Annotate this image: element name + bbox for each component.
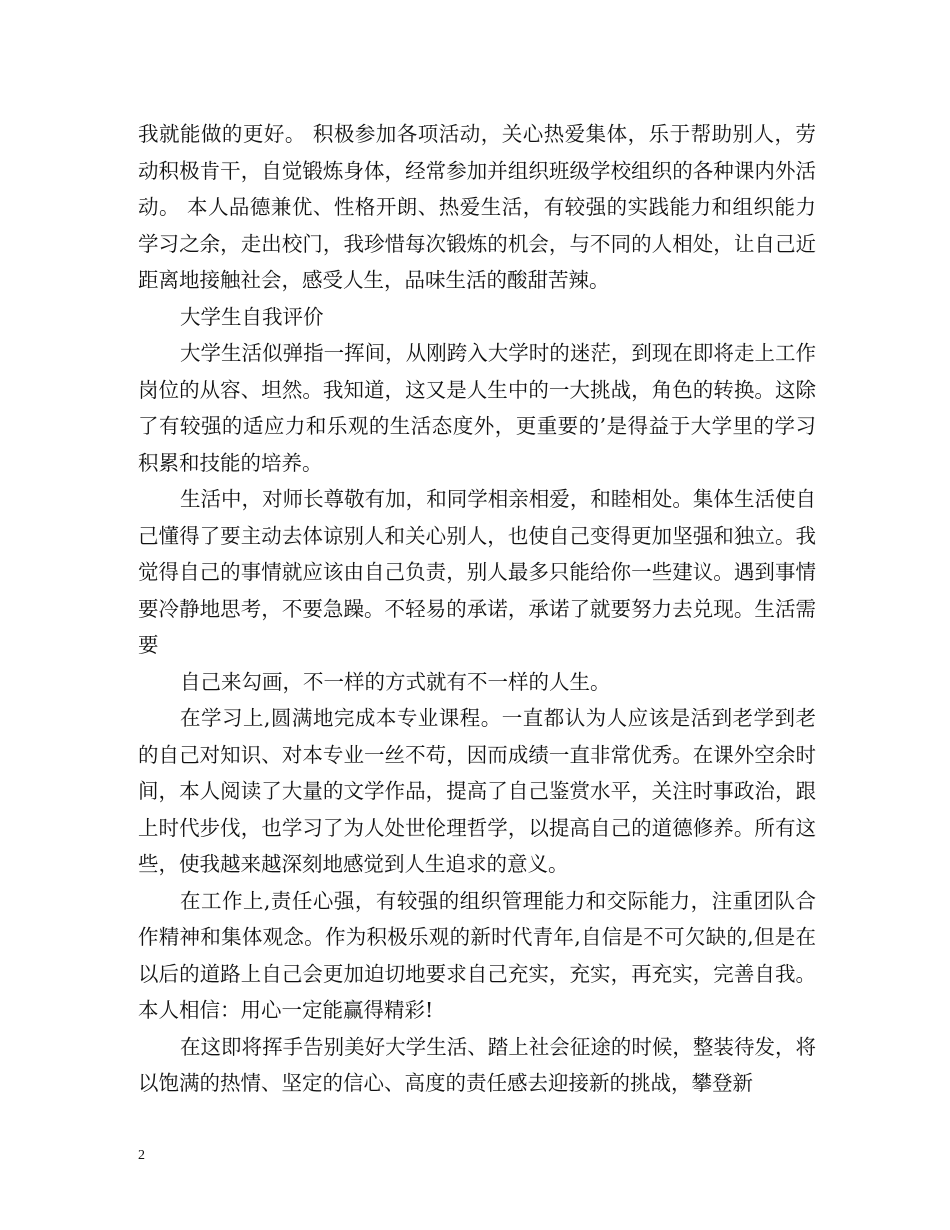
paragraph-3: 大学生活似弹指一挥间，从刚跨入大学时的迷茫，到现在即将走上工作岗位的从容、坦然。我知道，这又是人生中的一大挑战，角色的转换。这除了有较强的适应力和乐观的生活态度外，更重要的’是得益于大学里的学习积累和技能的培养。 <box>138 341 816 475</box>
paragraph-5: 自己来勾画，不一样的方式就有不一样的人生。 <box>180 669 611 694</box>
paragraph-7: 在工作上,责任心强，有较强的组织管理能力和交际能力，注重团队合作精神和集体观念。作为积极乐观的新时代青年,自信是不可欠缺的,但是在以后的道路上自己会更加迫切地要求自己充实，充实，再充实，完善自我。本人相信：用心一定能赢得精彩! <box>138 888 816 1022</box>
paragraph-8: 在这即将挥手告别美好大学生活、踏上社会征途的时候，整装待发，将以饱满的热情、坚定的信心、高度的责任感去迎接新的挑战，攀登新 <box>138 1034 816 1095</box>
section-heading: 大学生自我评价 <box>180 304 324 329</box>
paragraph-1: 我就能做的更好。 积极参加各项活动，关心热爱集体，乐于帮助别人，劳动积极肯干，自觉锻炼身体，经常参加并组织班级学校组织的各种课内外活动。 本人品德兼优、性格开朗、热爱生活，有较强的实践能力和组织能力 学习之余，走出校门，我珍惜每次锻炼的机会，与不同的人相处，让自己近距离地接触社会，感受人生，品味生活的酸甜苦辣。 <box>138 122 816 292</box>
document-body <box>138 116 816 1102</box>
paragraph-4: 生活中，对师长尊敬有加，和同学相亲相爱，和睦相处。集体生活使自己懂得了要主动去体谅别人和关心别人，也使自己变得更加坚强和独立。我觉得自己的事情就应该由自己负责，别人最多只能给你一些建议。遇到事情要冷静地思考，不要急躁。不轻易的承诺，承诺了就要努力去兑现。生活需要 <box>138 487 816 657</box>
page-number: 2 <box>138 1148 145 1163</box>
paragraph-6: 在学习上,圆满地完成本专业课程。一直都认为人应该是活到老学到老的自己对知识、对本专业一丝不苟，因而成绩一直非常优秀。在课外空余时间，本人阅读了大量的文学作品，提高了自己鉴赏水平，关注时事政治，跟上时代步伐，也学习了为人处世伦理哲学，以提高自己的道德修养。所有这些，使我越来越深刻地感觉到人生追求的意义。 <box>138 706 816 876</box>
